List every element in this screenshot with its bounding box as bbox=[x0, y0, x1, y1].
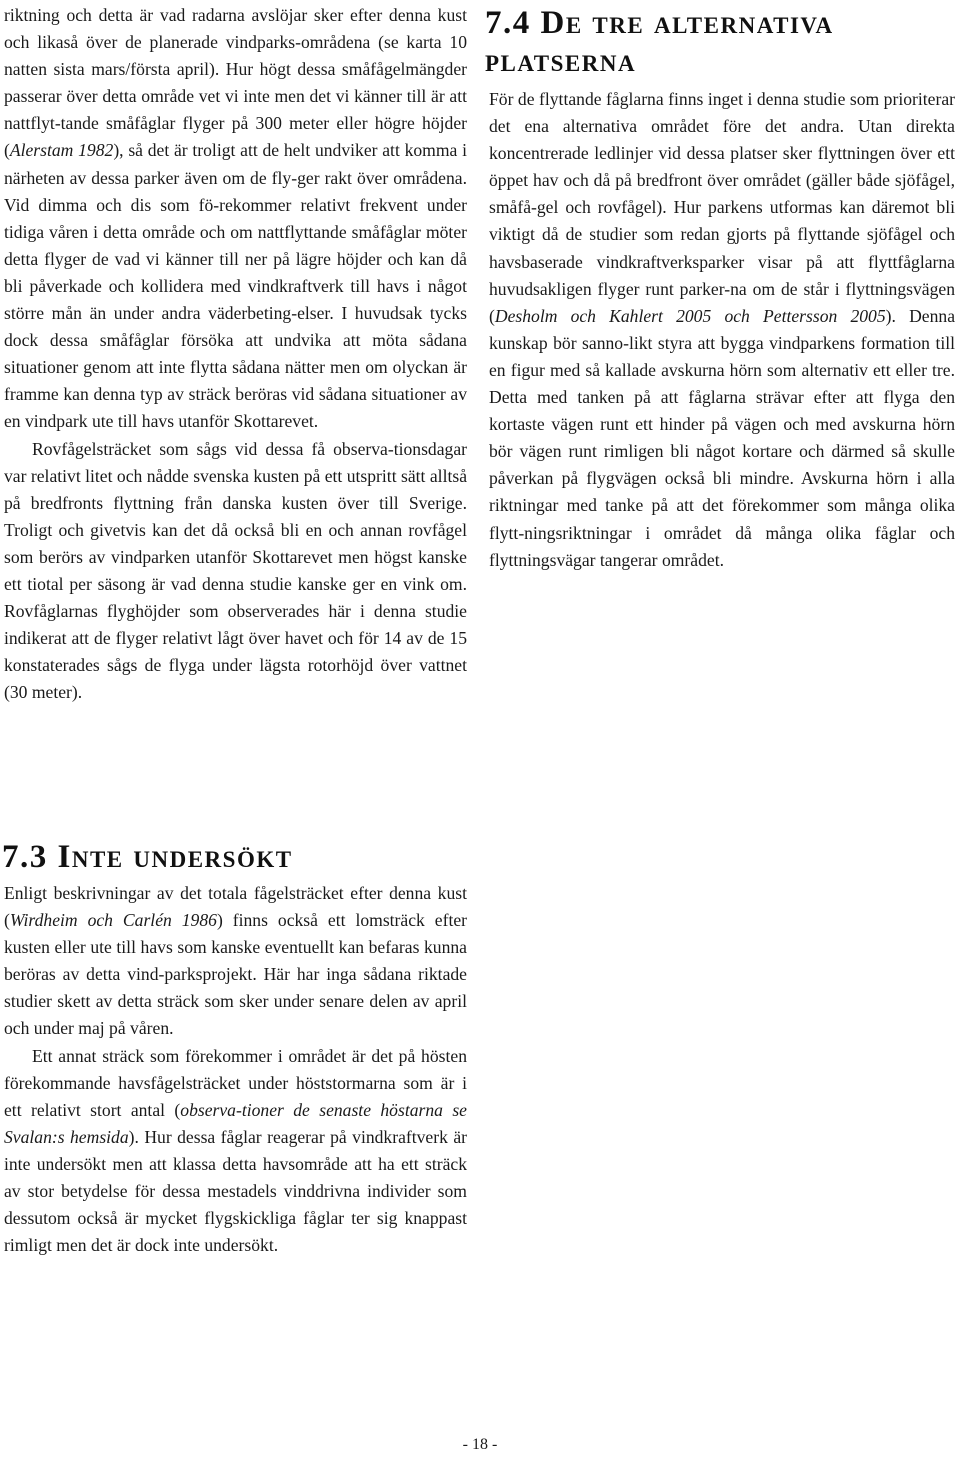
section-heading-7-4: 7.4 De tre alternativa platserna bbox=[485, 5, 834, 79]
citation: Alerstam 1982 bbox=[9, 140, 114, 161]
paragraph: Enligt beskrivningar av det totala fågelsträcket efter denna kust (Wirdheim och Carlén 1986) finns också ett lomsträck efter kusten eller ute till havs som kanske eventuellt kan befaras kunna beröras av detta vind-parksprojekt. Här har inga sådana riktade studier skett av detta sträck som sker under senare delen av april och under maj på våren. bbox=[4, 883, 468, 1039]
section-7-3-body bbox=[4, 880, 467, 1259]
citation: Wirdheim och Carlén 1986 bbox=[9, 910, 217, 931]
left-column-text bbox=[4, 2, 467, 706]
paragraph: För de flyttande fåglarna finns inget i denna studie som prioriterar det ena alternativa området före det andra. Utan direkta koncentrerade ledlinjer vid dessa platser sker flyttningen över ett öppet hav och då på bredfront över området (gäller både sjöfågel, småfå-gel och rovfågel). Hur parkens utformas kan däremot bli viktigt då de studier som redan gjorts på flyttande sjöfågel och havsbaserade vindkraftverksparker visar på att flyttfåglarna huvudsakligen flyger runt parker-na om de står i flyttningsvägen (Desholm och Kahlert 2005 och Pettersson 2005). Denna kunskap bör sanno-likt styra att bygga vindparkens formation till en figur med så kallade avskurna hörn som alternativ ett eller tre. Detta med tanken på att fåglarna strävar efter att flyga den kortaste vägen runt ett hinder på vägen och med avskurna hörn bör vägen runt rimligen bli något kortare och därmed så skulle påverkan på flygvägen också bli mindre. Avskurna hörn i alla riktningar med tanke på att det förekommer som många olika flytt-ningsriktningar i området då många olika fåglar och flyttningsvägar tangerar området. bbox=[489, 89, 956, 570]
paragraph: riktning och detta är vad radarna avslöjar sker efter denna kust och likaså över de planerade vindparks-områdena (se karta 10 natten sista mars/första april). Hur högt dessa småfågelmängder passerar över detta område vet vi inte men det vi känner till är att nattflyt-tande småfåglar flyger på 300 meter eller högre höjder (Alerstam 1982), så det är troligt att de helt undviker att komma i närheten av dessa parker även om de fly-ger rakt över områdena. Vid dimma och dis som fö-rekommer relativt frekvent under tidiga våren i detta område och om nattflyttande småfåglar möter detta flyger de vad vi känner till ner på lägre höjder och kan då bli påverkade och kollidera med vindkraftverk till havs i något större mån än under andra väderbeting-elser. I huvudsak tycks dock dessa småfåglar försöka att undvika att möta sådana situationer genom att inte flytta sådana nätter men om olyckan är framme kan denna typ av sträck beröras vid sådana situationer av en vindpark ute till havs utanför Skottarevet. bbox=[4, 5, 467, 432]
page-number: - 18 - bbox=[462, 1436, 498, 1453]
citation: Desholm och Kahlert 2005 och Pettersson 2005 bbox=[494, 305, 886, 326]
citation: observa-tioner de senaste höstarna se Svalan:s hemsida bbox=[4, 1099, 467, 1147]
paragraph: Rovfågelsträcket som sågs vid dessa få observa-tionsdagar var relativt litet och nådde svenska kusten på ett utspritt sätt alltså på bredfronts flyttning från danska kusten över till Sverige. Troligt och givetvis kan det då också bli en och annan rovfågel som berörs av vindparken utanför Skottarevet men högst kanske ett tiotal per säsong är vad denna studie kanske ger en vink om. Rovfåglarnas flyghöjder som observerades här i denna studie indikerat att de flyger relativt lågt över havet och för 14 av de 15 konstaterades sågs de flyga under lägsta rotorhöjd över vattnet (30 meter). bbox=[4, 438, 467, 703]
paragraph: Ett annat sträck som förekommer i området är det på hösten förekommande havsfågelsträcket under höststormarna som är i ett relativt stort antal (observa-tioner de senaste höstarna se Svalan:s hemsida). Hur dessa fåglar reagerar på vindkraftverk är inte undersökt men att klassa detta havsområde att ha ett sträck av stor betydelse för dessa mestadels vinddrivna individer som dessutom också är mycket flygskickliga fåglar ter sig knappast rimligt men det är dock inte undersökt. bbox=[4, 1045, 467, 1256]
section-heading-7-3: 7.3 Inte undersökt bbox=[2, 839, 293, 875]
